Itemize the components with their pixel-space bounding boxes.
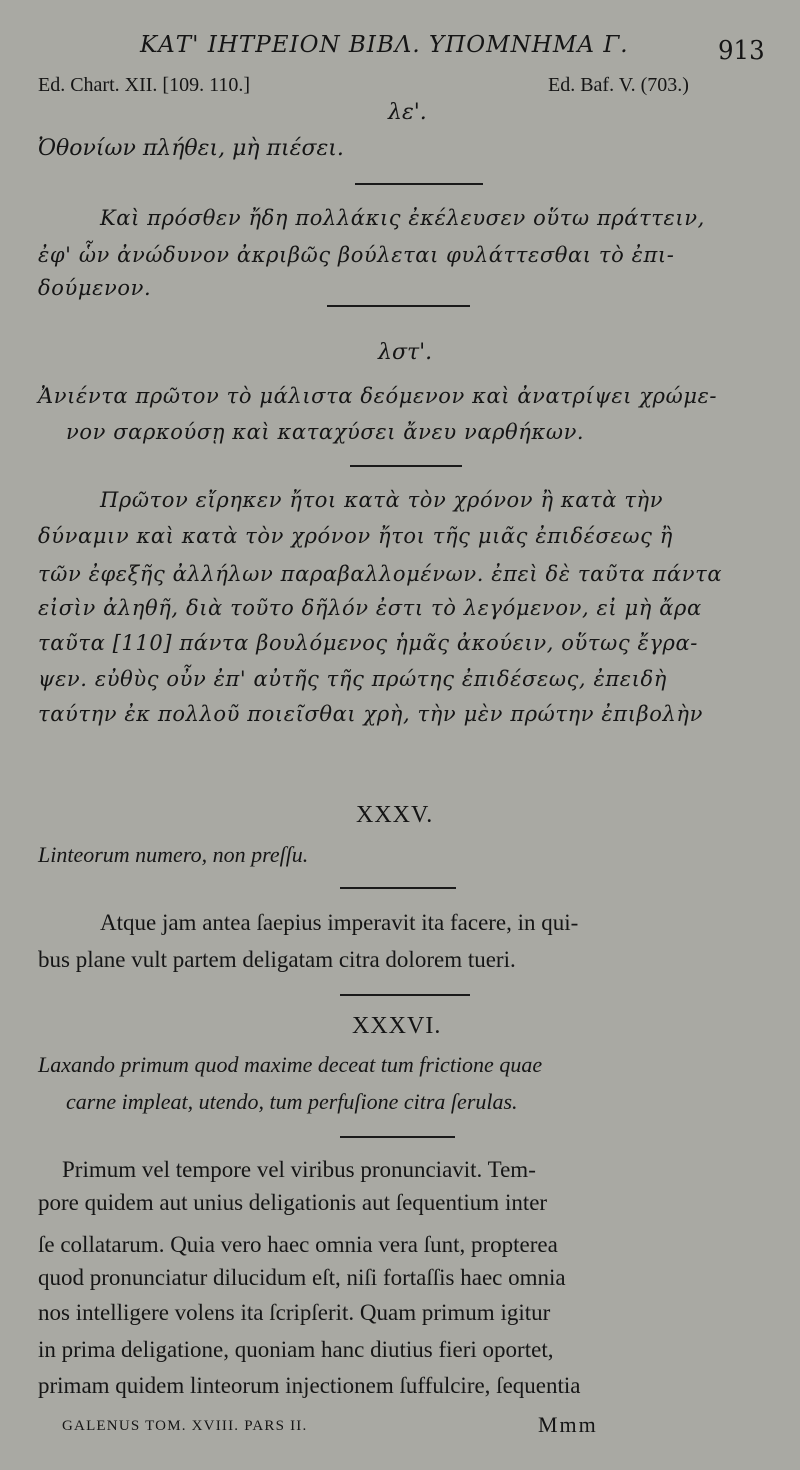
latin-text-line: ſe collatarum. Quia vero haec omnia vera ſunt, propterea [38,1232,558,1257]
page-number: 913 [718,36,765,66]
running-header: ΚΑΤ' ΙΗΤΡΕΙΟΝ ΒΙΒΛ. ΥΠΟΜΝΗΜΑ Γ. [140,32,629,58]
greek-section-35-lemma: Ὀθονίων πλήθει, μὴ πιέσει. [38,136,344,161]
section-divider [327,305,470,307]
latin-text-line: nos intelligere volens ita ſcripſerit. Quam primum igitur [38,1300,551,1325]
greek-text-line: τῶν ἐφεξῆς ἀλλήλων παραβαλλομένων. ἐπεὶ δὲ ταῦτα πάντα [38,562,723,586]
signature-mark: Mmm [538,1412,598,1437]
latin-text-line: bus plane vult partem deligatam citra dolorem tueri. [38,947,516,972]
edition-reference-left: Ed. Chart. XII. [109. 110.] [38,74,250,96]
greek-text-line: εἰσὶν ἀληθῆ, διὰ τοῦτο δῆλόν ἐστι τὸ λεγόμενον, εἰ μὴ ἄρα [38,596,702,620]
section-divider [350,465,462,467]
greek-section-36-lemma-line: Ἀνιέντα πρῶτον τὸ μάλιστα δεόμενον καὶ ἀνατρίψει χρώμε- [38,384,718,408]
greek-section-36-lemma-line: νον σαρκούσῃ καὶ καταχύσει ἄνευ ναρθήκων. [66,420,585,444]
footer-volume-info: GALENUS TOM. XVIII. PARS II. [62,1418,308,1434]
greek-text-line: ταῦτα [110] πάντα βουλόμενος ἡμᾶς ἀκούειν, οὕτως ἔγρα- [38,631,698,655]
greek-section-36-number: λστ'. [378,340,433,365]
latin-section-36-lemma-line: Laxando primum quod maxime deceat tum frictione quae [38,1052,543,1077]
greek-text-line: ψεν. εὐθὺς οὖν ἐπ' αὐτῆς τῆς πρώτης ἐπιδέσεως, ἐπειδὴ [38,667,667,691]
greek-text-line: Καὶ πρόσθεν ἤδη πολλάκις ἐκέλευσεν οὕτω πράττειν, [100,206,705,230]
greek-text-line: ἐφ' ὧν ἀνώδυνον ἀκριβῶς βούλεται φυλάττεσθαι τὸ ἐπι- [38,243,675,267]
latin-section-36-number: XXXVI. [352,1013,442,1039]
latin-text-line: primam quidem linteorum injectionem ſuffulcire, ſequentia [38,1373,581,1398]
greek-section-35-number: λε'. [388,100,427,125]
latin-section-35-number: XXXV. [356,802,434,828]
section-divider [340,887,456,889]
latin-text-line: quod pronunciatur dilucidum eſt, niſi fortaſſis haec omnia [38,1265,566,1290]
latin-text-line: Atque jam antea ſaepius imperavit ita facere, in qui- [100,910,579,935]
greek-text-line: Πρῶτον εἴρηκεν ἤτοι κατὰ τὸν χρόνον ἢ κατὰ τὴν [100,488,664,512]
latin-section-36-lemma-line: carne impleat, utendo, tum perfuſione citra ſerulas. [66,1089,518,1114]
edition-reference-right: Ed. Baf. V. (703.) [548,74,689,96]
latin-text-line: pore quidem aut unius deligationis aut ſequentium inter [38,1190,548,1215]
greek-text-line: δούμενον. [38,276,152,300]
latin-text-line: Primum vel tempore vel viribus pronunciavit. Tem- [62,1157,536,1182]
section-divider [340,994,470,996]
greek-text-line: ταύτην ἐκ πολλοῦ ποιεῖσθαι χρὴ, τὴν μὲν πρώτην ἐπιβολὴν [38,702,703,726]
section-divider [355,183,483,185]
latin-section-35-lemma: Linteorum numero, non preſſu. [38,842,309,867]
greek-text-line: δύναμιν καὶ κατὰ τὸν χρόνον ἤτοι τῆς μιᾶς ἐπιδέσεως ἢ [38,524,673,548]
section-divider [340,1136,455,1138]
latin-text-line: in prima deligatione, quoniam hanc diutius fieri oportet, [38,1337,554,1362]
